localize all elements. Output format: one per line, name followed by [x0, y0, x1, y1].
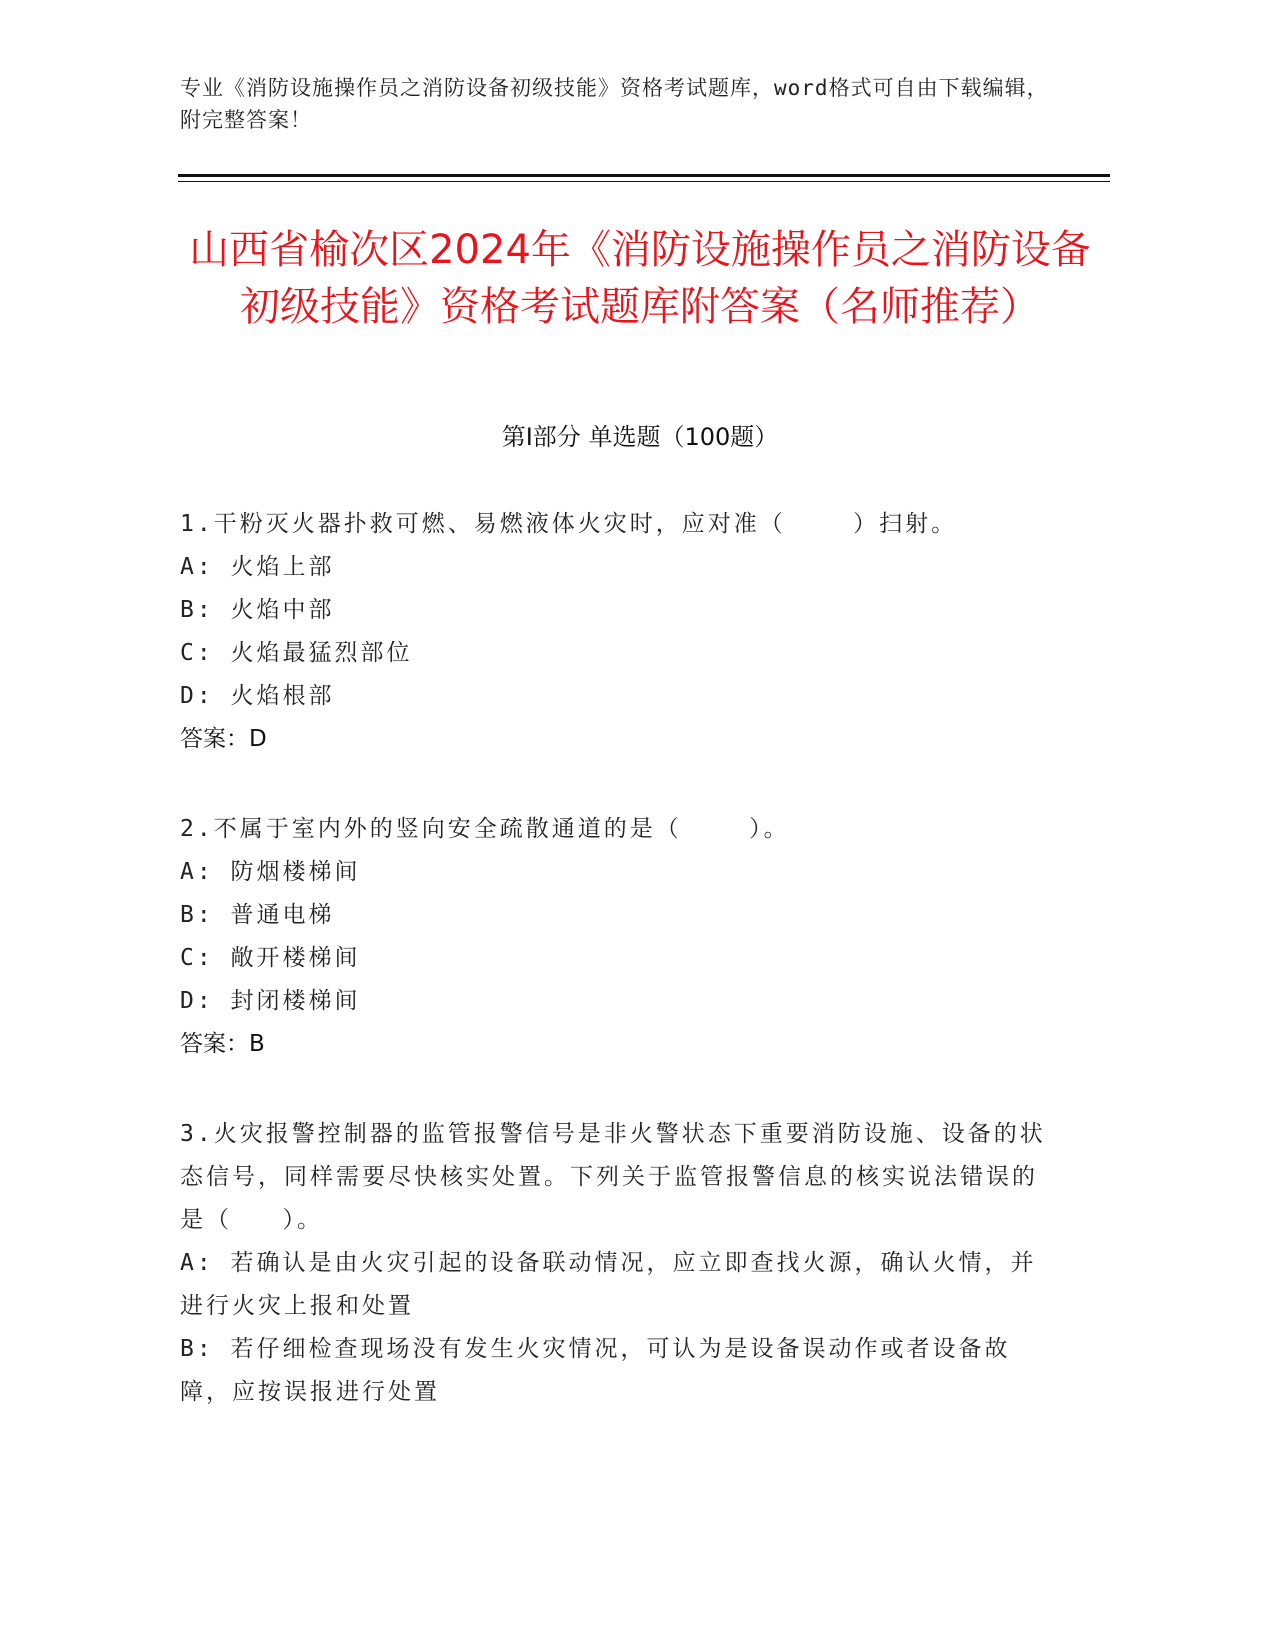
option-b: B: 若仔细检查现场没有发生火灾情况，可认为是设备误动作或者设备故障，应按误报进行处置 [180, 1336, 1011, 1405]
option-c: C: 敞开楼梯间 [180, 945, 361, 971]
question-stem: 1.干粉灭火器扑救可燃、易燃液体火灾时，应对准（ ）扫射。 [180, 511, 958, 537]
question-2 [180, 808, 1060, 1066]
document-title: 山西省榆次区2024年《消防设施操作员之消防设备初级技能》资格考试题库附答案（名师推荐） [189, 227, 1091, 330]
option-d: D: 封闭楼梯间 [180, 988, 361, 1014]
option-b: B: 普通电梯 [180, 902, 335, 928]
header-divider-thin [178, 181, 1110, 182]
answer: 答案：D [180, 726, 267, 752]
question-1 [180, 503, 1060, 761]
section-title: 第Ⅰ部分 单选题（100题） [501, 423, 779, 451]
question-3 [180, 1113, 1060, 1414]
option-a: A: 防烟楼梯间 [180, 859, 361, 885]
header-note: 专业《消防设施操作员之消防设备初级技能》资格考试题库，word格式可自由下载编辑，附完整答案！ [180, 76, 1049, 132]
option-d: D: 火焰根部 [180, 683, 335, 709]
option-c: C: 火焰最猛烈部位 [180, 640, 413, 666]
question-stem: 3.火灾报警控制器的监管报警信号是非火警状态下重要消防设施、设备的状态信号，同样需要尽快核实处置。下列关于监管报警信息的核实说法错误的是（ ）。 [180, 1121, 1046, 1233]
option-b: B: 火焰中部 [180, 597, 335, 623]
answer: 答案：B [180, 1031, 265, 1057]
header-divider-thick [178, 174, 1110, 177]
option-a: A: 火焰上部 [180, 554, 335, 580]
question-stem: 2.不属于室内外的竖向安全疏散通道的是（ ）。 [180, 816, 790, 842]
option-a: A: 若确认是由火灾引起的设备联动情况，应立即查找火源，确认火情，并进行火灾上报和处置 [180, 1250, 1037, 1319]
